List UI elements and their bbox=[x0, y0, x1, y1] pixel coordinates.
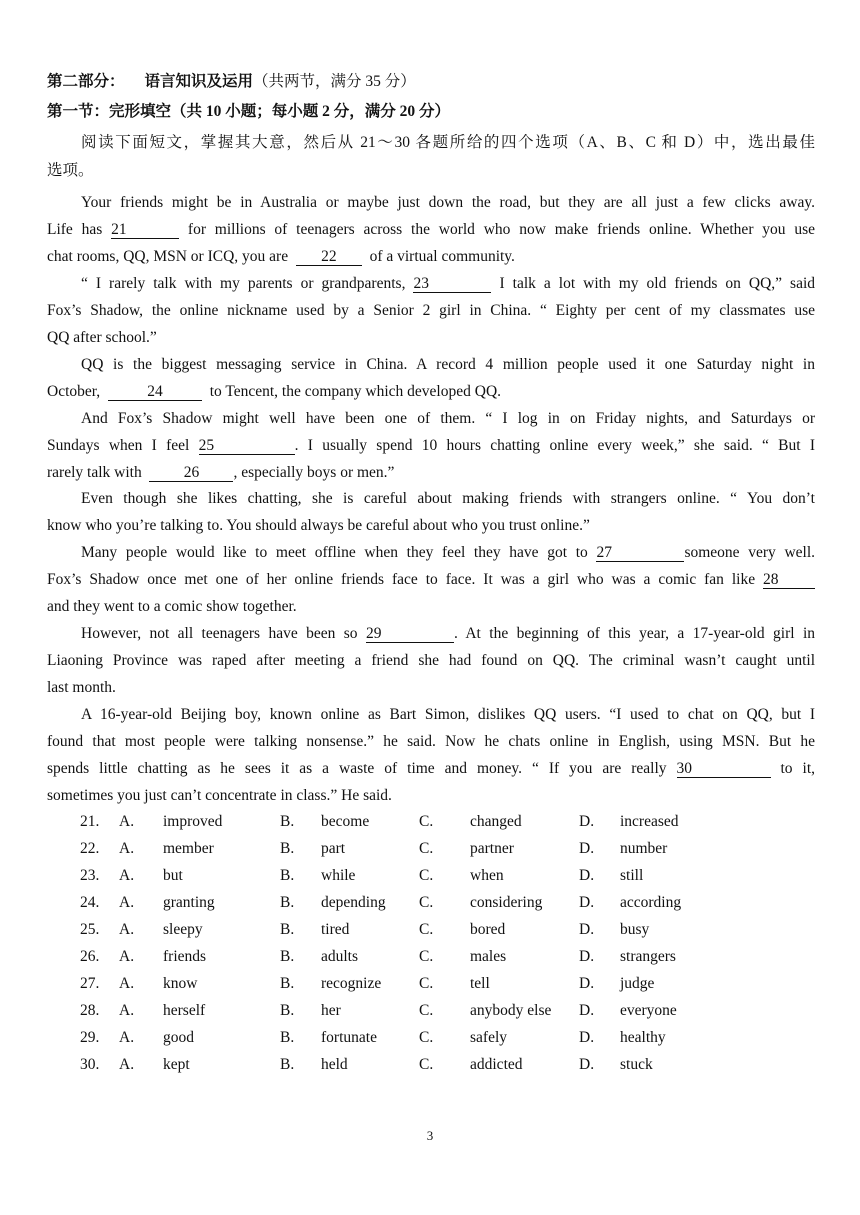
option-b-text: adults bbox=[321, 948, 359, 965]
p3-line-1: QQ is the biggest messaging service in China. A record 4 million people used it one Saturday night in bbox=[81, 356, 815, 373]
option-b-text: part bbox=[321, 840, 346, 857]
option-letter-d: D. bbox=[579, 975, 595, 992]
instructions-line-1: 阅读下面短文，掌握其大意，然后从 21～30 各题所给的四个选项（A、B、C 和 D）中，选出最佳 bbox=[81, 134, 815, 151]
p6-line-1: Many people would like to meet offline when they feel they have got to 27 someone very well. bbox=[81, 544, 816, 561]
p6-line-2: Fox’s Shadow once met one of her online friends face to face. It was a girl who was a comic fan like 28 bbox=[47, 570, 815, 590]
option-letter-d: D. bbox=[579, 840, 595, 857]
blank-26: 26 bbox=[149, 465, 233, 482]
question-number: 29. bbox=[80, 1029, 100, 1046]
option-letter-b: B. bbox=[280, 975, 295, 992]
option-b-text: held bbox=[321, 1056, 348, 1073]
blank-21: 21 bbox=[111, 222, 179, 239]
blank-30: 30 bbox=[677, 761, 771, 778]
p4-line-2: Sundays when I feel 25 . I usually spend 10 hours chatting online every week,” she said. “ But I bbox=[47, 437, 816, 454]
option-letter-a: A. bbox=[119, 1029, 135, 1046]
p2-line-3: QQ after school.” bbox=[47, 329, 157, 346]
p1-line-2: Life has 21 for millions of teenagers across the world who now make friends online. Whether you use bbox=[47, 221, 816, 238]
option-a-text: good bbox=[163, 1029, 194, 1046]
option-letter-c: C. bbox=[419, 1002, 434, 1019]
option-c-text: addicted bbox=[470, 1056, 523, 1073]
question-number: 22. bbox=[80, 840, 100, 857]
option-d-text: busy bbox=[620, 921, 650, 938]
question-number: 30. bbox=[80, 1056, 100, 1073]
option-b-text: fortunate bbox=[321, 1029, 377, 1046]
option-letter-c: C. bbox=[419, 921, 434, 938]
option-row-28 bbox=[0, 1001, 860, 1021]
option-a-text: improved bbox=[163, 813, 223, 830]
option-d-text: stuck bbox=[620, 1056, 653, 1073]
option-letter-c: C. bbox=[419, 1056, 434, 1073]
option-letter-d: D. bbox=[579, 1029, 595, 1046]
option-d-text: number bbox=[620, 840, 668, 857]
option-a-text: member bbox=[163, 840, 214, 857]
option-letter-c: C. bbox=[419, 975, 434, 992]
option-letter-b: B. bbox=[280, 894, 295, 911]
option-row-26 bbox=[0, 947, 860, 967]
p8-line-3: spends little chatting as he sees it as a waste of time and money. “ If you are really 30 to it, bbox=[47, 760, 815, 777]
question-number: 26. bbox=[80, 948, 100, 965]
option-d-text: still bbox=[620, 867, 644, 884]
option-c-text: tell bbox=[470, 975, 490, 992]
option-row-30 bbox=[0, 1055, 860, 1075]
option-c-text: safely bbox=[470, 1029, 508, 1046]
option-b-text: become bbox=[321, 813, 370, 830]
option-d-text: judge bbox=[620, 975, 655, 992]
blank-23: 23 bbox=[413, 276, 491, 293]
p8-line-2: found that most people were talking nonsense.” he said. Now he chats online in English, using MSN. But he bbox=[47, 733, 815, 750]
option-letter-d: D. bbox=[579, 867, 595, 884]
option-letter-d: D. bbox=[579, 813, 595, 830]
option-c-text: bored bbox=[470, 921, 506, 938]
part-heading bbox=[47, 72, 815, 92]
p6-line-3: and they went to a comic show together. bbox=[47, 598, 297, 615]
option-letter-b: B. bbox=[280, 867, 295, 884]
option-a-text: kept bbox=[163, 1056, 190, 1073]
p5-line-2: know who you’re talking to. You should always be careful about who you trust online.” bbox=[47, 517, 590, 534]
option-c-text: anybody else bbox=[470, 1002, 552, 1019]
option-b-text: her bbox=[321, 1002, 341, 1019]
option-letter-b: B. bbox=[280, 948, 295, 965]
blank-27: 27 bbox=[596, 545, 684, 562]
option-letter-c: C. bbox=[419, 894, 434, 911]
option-a-text: herself bbox=[163, 1002, 206, 1019]
option-b-text: tired bbox=[321, 921, 350, 938]
part-score: （共两节，满分 35 分） bbox=[253, 73, 416, 90]
option-letter-c: C. bbox=[419, 1029, 434, 1046]
option-a-text: friends bbox=[163, 948, 207, 965]
option-c-text: changed bbox=[470, 813, 522, 830]
option-row-23 bbox=[0, 866, 860, 886]
option-a-text: but bbox=[163, 867, 183, 884]
option-letter-b: B. bbox=[280, 813, 295, 830]
p7-line-2: Liaoning Province was raped after meeting a friend she had found on QQ. The criminal wasn’t caught until bbox=[47, 652, 815, 669]
question-number: 23. bbox=[80, 867, 100, 884]
option-row-21 bbox=[0, 812, 860, 832]
question-number: 27. bbox=[80, 975, 100, 992]
option-letter-a: A. bbox=[119, 1056, 135, 1073]
option-letter-c: C. bbox=[419, 840, 434, 857]
option-d-text: everyone bbox=[620, 1002, 677, 1019]
blank-25: 25 bbox=[199, 438, 295, 455]
option-row-22 bbox=[0, 839, 860, 859]
option-letter-b: B. bbox=[280, 1002, 295, 1019]
option-c-text: considering bbox=[470, 894, 543, 911]
option-letter-b: B. bbox=[280, 1056, 295, 1073]
option-b-text: while bbox=[321, 867, 356, 884]
p2-line-1: “ I rarely talk with my parents or grandparents, 23 I talk a lot with my old friends on QQ,” said bbox=[81, 275, 816, 292]
p1-line-1: Your friends might be in Australia or maybe just down the road, but they are all just a few clicks away. bbox=[81, 194, 815, 211]
option-b-text: depending bbox=[321, 894, 386, 911]
question-number: 25. bbox=[80, 921, 100, 938]
option-letter-a: A. bbox=[119, 1002, 135, 1019]
option-d-text: increased bbox=[620, 813, 679, 830]
option-row-24 bbox=[0, 893, 860, 913]
p3-line-2: October, 24 to Tencent, the company which developed QQ. bbox=[47, 383, 502, 400]
question-number: 21. bbox=[80, 813, 100, 830]
option-d-text: according bbox=[620, 894, 682, 911]
option-letter-a: A. bbox=[119, 948, 135, 965]
part-name: 语言知识及运用 bbox=[144, 73, 254, 90]
option-letter-a: A. bbox=[119, 840, 135, 857]
option-row-27 bbox=[0, 974, 860, 994]
blank-28: 28 bbox=[763, 572, 815, 589]
blank-24: 24 bbox=[108, 384, 202, 401]
option-letter-d: D. bbox=[579, 1002, 595, 1019]
blank-29: 29 bbox=[366, 626, 454, 643]
p4-line-1: And Fox’s Shadow might well have been one of them. “ I log in on Friday nights, and Saturdays or bbox=[81, 410, 815, 427]
option-letter-a: A. bbox=[119, 975, 135, 992]
option-letter-c: C. bbox=[419, 948, 434, 965]
option-b-text: recognize bbox=[321, 975, 382, 992]
option-letter-c: C. bbox=[419, 813, 434, 830]
p8-line-1: A 16-year-old Beijing boy, known online as Bart Simon, dislikes QQ users. “I used to chat on QQ, but I bbox=[81, 706, 815, 723]
option-letter-a: A. bbox=[119, 894, 135, 911]
option-letter-c: C. bbox=[419, 867, 434, 884]
part-title: 第二部分： bbox=[47, 73, 125, 90]
p7-line-1: However, not all teenagers have been so 29 . At the beginning of this year, a 17-year-old girl in bbox=[81, 625, 816, 642]
question-number: 24. bbox=[80, 894, 100, 911]
option-a-text: granting bbox=[163, 894, 215, 911]
option-letter-b: B. bbox=[280, 921, 295, 938]
p5-line-1: Even though she likes chatting, she is careful about making friends with strangers online. “ You don’t bbox=[81, 490, 815, 507]
p4-line-3: rarely talk with 26 , especially boys or men.” bbox=[47, 464, 395, 481]
blank-22: 22 bbox=[296, 249, 362, 266]
option-c-text: when bbox=[470, 867, 504, 884]
option-row-25 bbox=[0, 920, 860, 940]
question-number: 28. bbox=[80, 1002, 100, 1019]
option-letter-b: B. bbox=[280, 840, 295, 857]
page-number: 3 bbox=[426, 1128, 434, 1143]
option-d-text: healthy bbox=[620, 1029, 666, 1046]
option-letter-d: D. bbox=[579, 1056, 595, 1073]
option-a-text: sleepy bbox=[163, 921, 203, 938]
option-letter-a: A. bbox=[119, 921, 135, 938]
option-d-text: strangers bbox=[620, 948, 676, 965]
option-c-text: partner bbox=[470, 840, 514, 857]
option-row-29 bbox=[0, 1028, 860, 1048]
option-a-text: know bbox=[163, 975, 198, 992]
option-letter-d: D. bbox=[579, 894, 595, 911]
option-c-text: males bbox=[470, 948, 507, 965]
p1-line-3: chat rooms, QQ, MSN or ICQ, you are 22 of a virtual community. bbox=[47, 248, 515, 265]
option-letter-d: D. bbox=[579, 921, 595, 938]
option-letter-a: A. bbox=[119, 813, 135, 830]
option-letter-a: A. bbox=[119, 867, 135, 884]
instructions-line-2: 选项。 bbox=[47, 162, 94, 179]
p7-line-3: last month. bbox=[47, 679, 116, 696]
p8-line-4: sometimes you just can’t concentrate in class.” He said. bbox=[47, 787, 392, 804]
option-letter-d: D. bbox=[579, 948, 595, 965]
option-letter-b: B. bbox=[280, 1029, 295, 1046]
section-heading: 第一节：完形填空（共 10 小题；每小题 2 分，满分 20 分） bbox=[47, 103, 451, 120]
p2-line-2: Fox’s Shadow, the online nickname used by a Senior 2 girl in China. “ Eighty per cent of my classmates use bbox=[47, 302, 815, 319]
